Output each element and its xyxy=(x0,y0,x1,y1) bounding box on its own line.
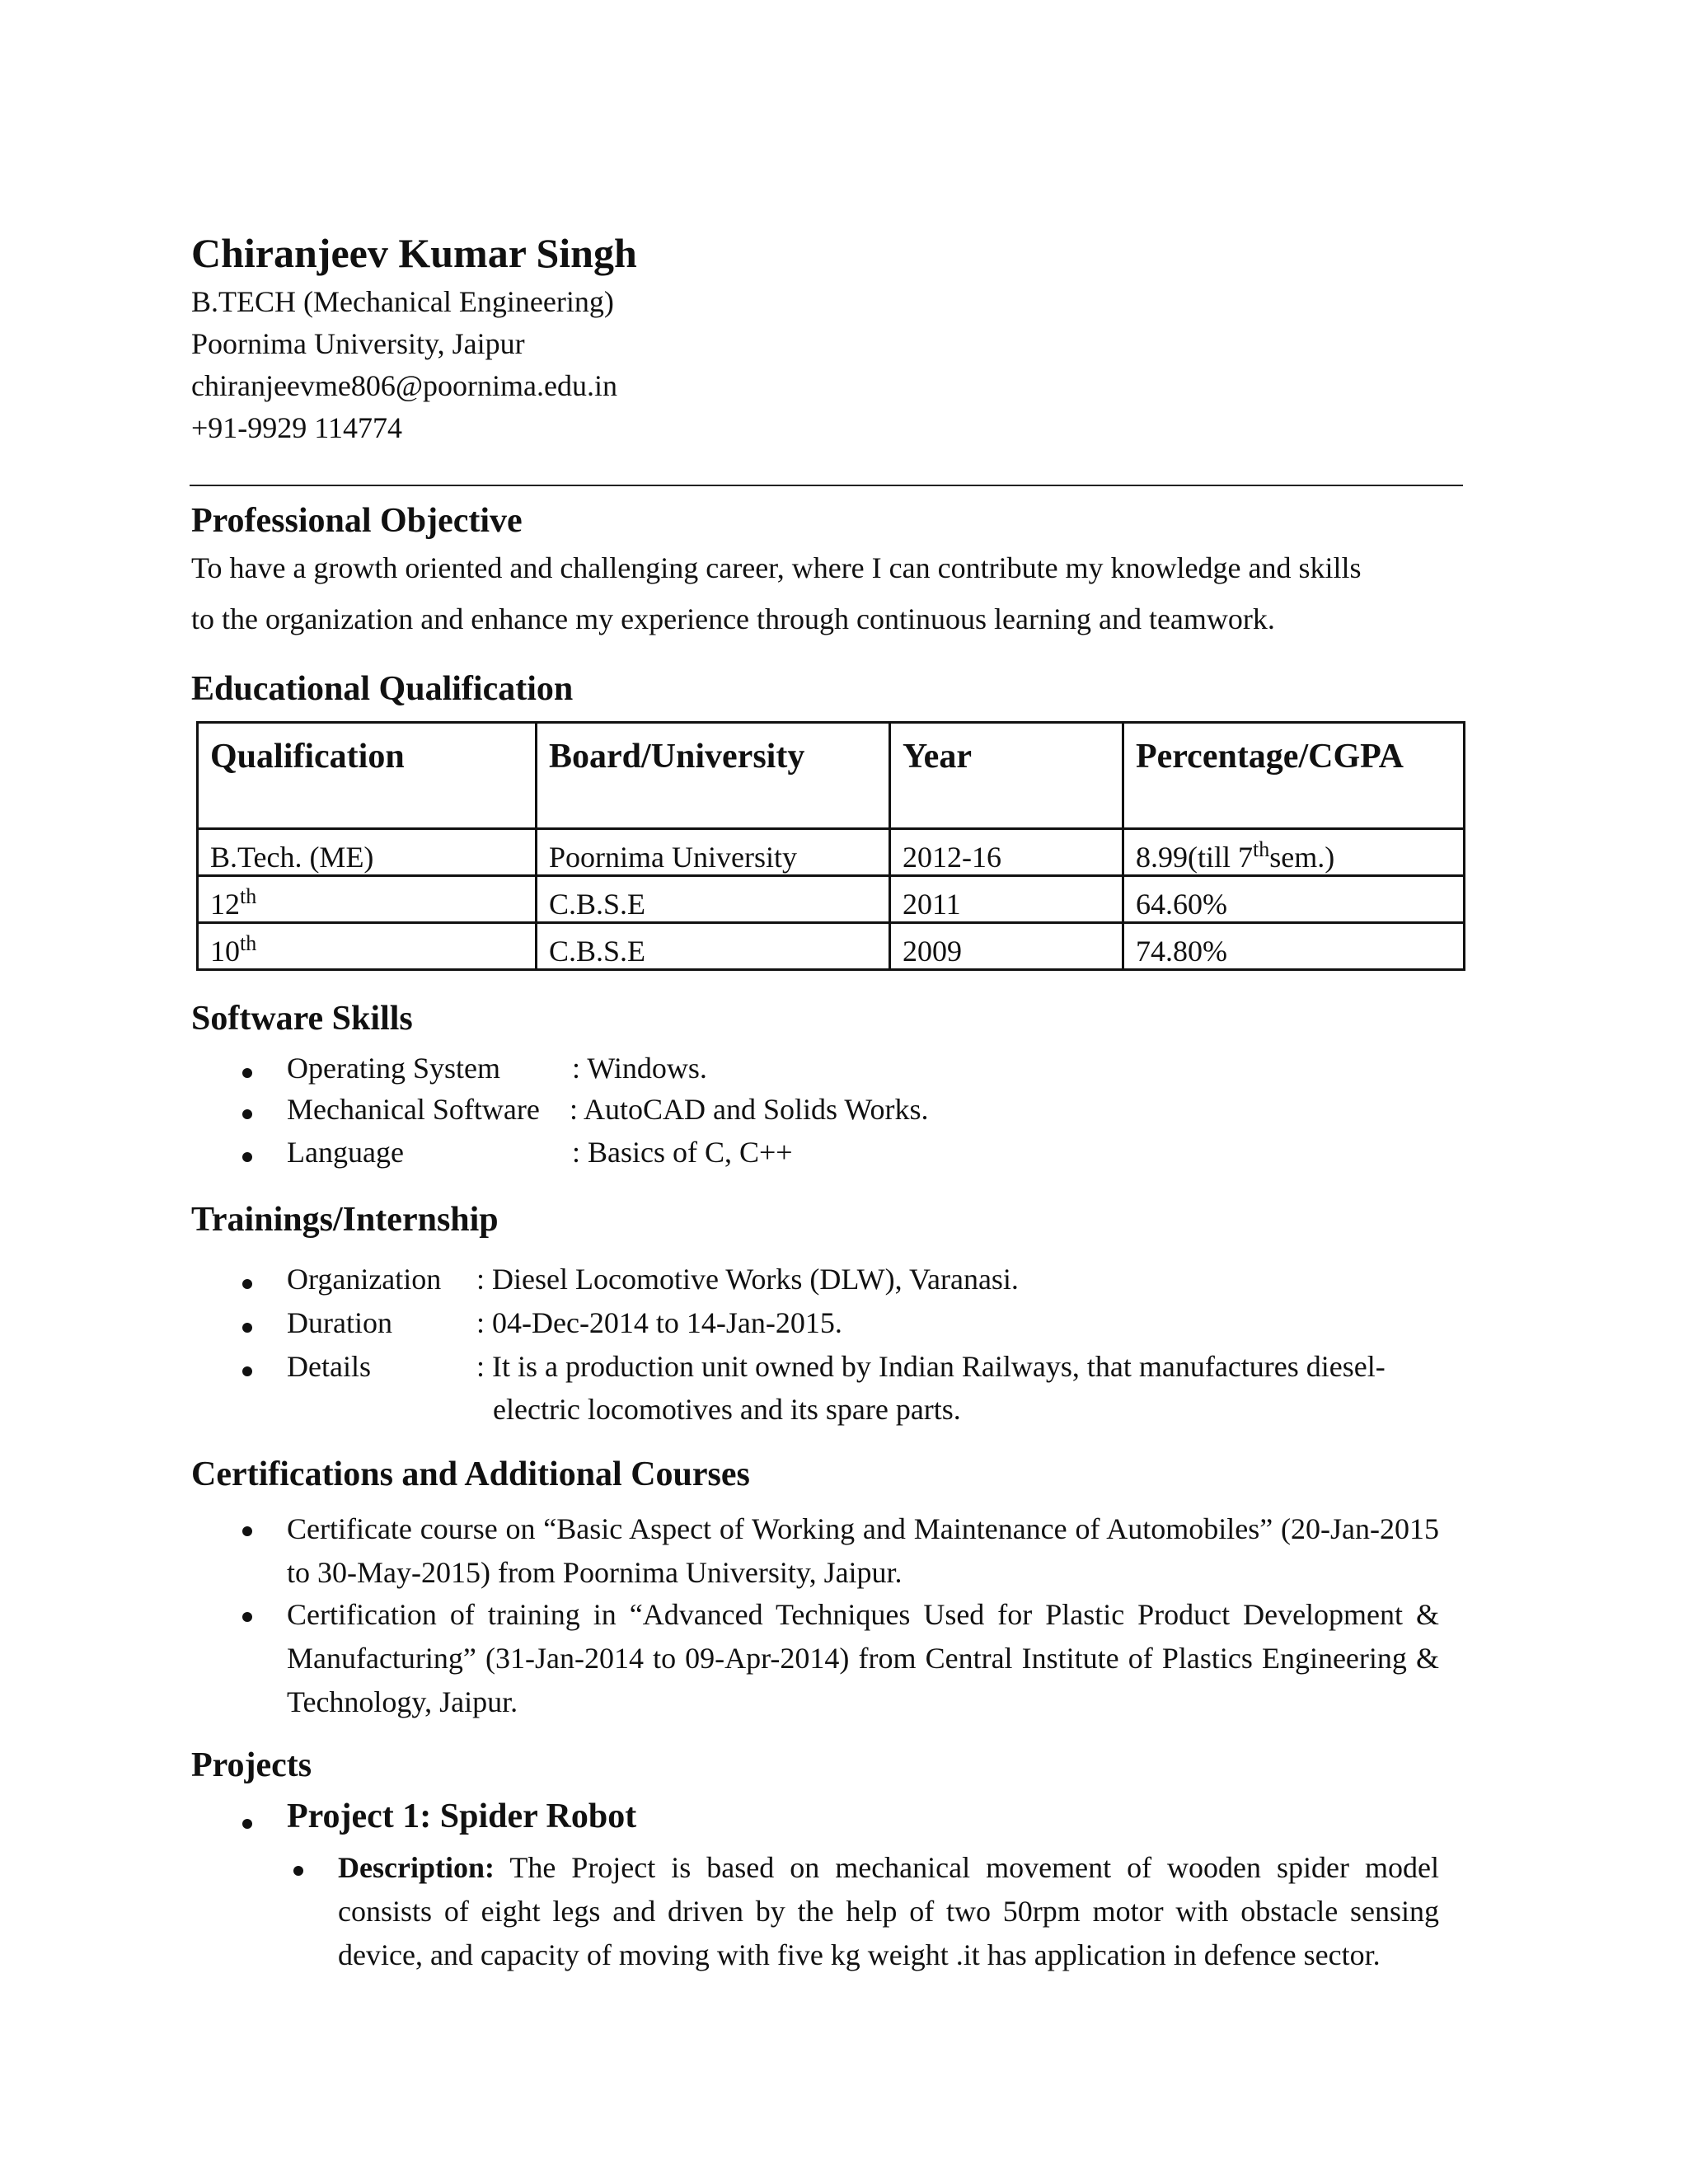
bullet-icon xyxy=(242,1068,252,1078)
skill-value: : Basics of C, C++ xyxy=(572,1136,793,1169)
table-header-row xyxy=(198,723,1465,829)
bullet-icon xyxy=(242,1152,252,1162)
bullet-icon xyxy=(242,1612,252,1622)
education-table xyxy=(196,721,1465,971)
candidate-name: Chiranjeev Kumar Singh xyxy=(191,230,637,276)
objective-heading: Professional Objective xyxy=(191,502,523,540)
bullet-icon xyxy=(242,1819,252,1829)
objective-line-1: To have a growth oriented and challenging career, where I can contribute my knowledge and skills xyxy=(191,551,1362,584)
score-cell: 8.99(till 7thsem.) xyxy=(1123,829,1465,876)
phone: +91-9929 114774 xyxy=(191,411,402,444)
training-value: : Diesel Locomotive Works (DLW), Varanasi. xyxy=(476,1263,1019,1296)
table-row xyxy=(198,829,1465,876)
board-cell: C.B.S.E xyxy=(537,876,890,923)
project-title: Project 1: Spider Robot xyxy=(287,1797,637,1835)
year-cell: 2009 xyxy=(890,923,1123,970)
bullet-icon xyxy=(242,1279,252,1289)
table-row xyxy=(198,876,1465,923)
year-cell: 2012-16 xyxy=(890,829,1123,876)
skill-value: : AutoCAD and Solids Works. xyxy=(570,1093,929,1126)
skill-label: Operating System xyxy=(287,1052,500,1085)
column-header: Percentage/CGPA xyxy=(1123,723,1465,829)
skill-label: Language xyxy=(287,1136,404,1169)
description-label: Description: xyxy=(338,1851,495,1884)
qualification-cell: B.Tech. (ME) xyxy=(198,829,537,876)
training-label: Duration xyxy=(287,1306,392,1339)
certification-item: Certificate course on “Basic Aspect of Working and Maintenance of Automobiles” (20-Jan-2015 to 30-May-2015) from Poornima University, Jaipur. xyxy=(287,1512,1439,1589)
column-header: Qualification xyxy=(198,723,537,829)
university: Poornima University, Jaipur xyxy=(191,327,525,360)
certifications-heading: Certifications and Additional Courses xyxy=(191,1455,750,1493)
training-value: : It is a production unit owned by Indian Railways, that manufactures diesel- xyxy=(476,1350,1386,1383)
certification-item: Certification of training in “Advanced Techniques Used for Plastic Product Development & Manufacturing” (31-Jan-2014 to 09-Apr-2014) from Central Institute of Plastics Engineering & Technology, Jaipur. xyxy=(287,1598,1439,1718)
training-label: Details xyxy=(287,1350,371,1383)
bullet-icon xyxy=(242,1109,252,1119)
description-text: The Project is based on mechanical movement of wooden spider model consists of eight legs and driven by the help of two 50rpm motor with obstacle sensing device, and capacity of moving with five kg weight .it has application in defence sector. xyxy=(338,1851,1439,1971)
training-value: : 04-Dec-2014 to 14-Jan-2015. xyxy=(476,1306,842,1339)
skill-value: : Windows. xyxy=(572,1052,707,1085)
table-row xyxy=(198,923,1465,970)
bullet-icon xyxy=(242,1323,252,1333)
column-header: Year xyxy=(890,723,1123,829)
bullet-icon xyxy=(242,1526,252,1536)
education-heading: Educational Qualification xyxy=(191,670,574,708)
score-cell: 74.80% xyxy=(1123,923,1465,970)
bullet-icon xyxy=(293,1866,303,1876)
training-heading: Trainings/Internship xyxy=(191,1201,499,1239)
board-cell: C.B.S.E xyxy=(537,923,890,970)
header-divider xyxy=(190,485,1463,486)
objective-line-2: to the organization and enhance my experience through continuous learning and teamwork. xyxy=(191,602,1275,635)
year-cell: 2011 xyxy=(890,876,1123,923)
qualification-cell: 10th xyxy=(198,923,537,970)
training-label: Organization xyxy=(287,1263,442,1296)
bullet-icon xyxy=(242,1366,252,1376)
training-value-continued: electric locomotives and its spare parts. xyxy=(493,1393,961,1426)
skill-label: Mechanical Software xyxy=(287,1093,540,1126)
score-cell: 64.60% xyxy=(1123,876,1465,923)
board-cell: Poornima University xyxy=(537,829,890,876)
email: chiranjeevme806@poornima.edu.in xyxy=(191,369,617,402)
projects-heading: Projects xyxy=(191,1746,312,1784)
qualification-cell: 12th xyxy=(198,876,537,923)
software-heading: Software Skills xyxy=(191,1000,413,1038)
column-header: Board/University xyxy=(537,723,890,829)
degree: B.TECH (Mechanical Engineering) xyxy=(191,285,614,318)
project-description xyxy=(338,1846,1439,1977)
